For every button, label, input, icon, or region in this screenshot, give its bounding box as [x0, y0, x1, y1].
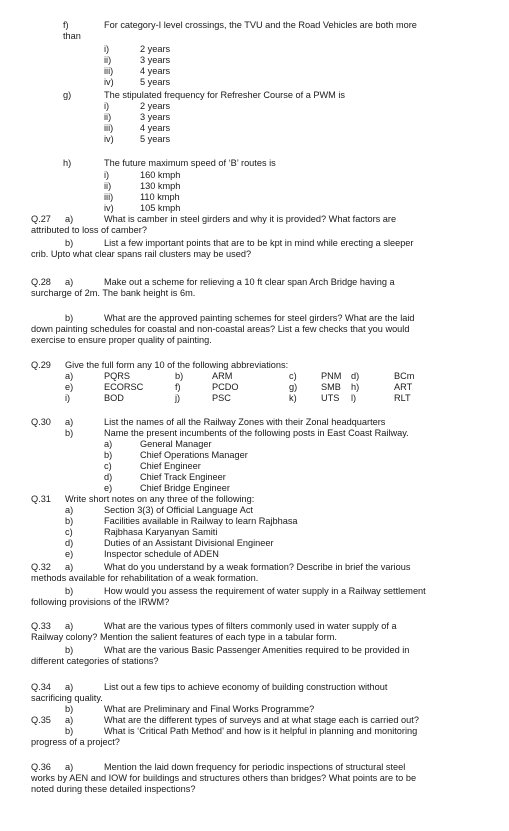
option-text: 5 years	[140, 134, 171, 144]
question-text: Railway colony? Mention the salient features of each type in a tabular form.	[31, 632, 337, 642]
abbr-marker: f)	[175, 382, 181, 392]
part-marker: a)	[65, 214, 74, 224]
item-f-marker: f)	[63, 20, 69, 30]
option-marker: iv)	[104, 134, 114, 144]
sub-text: Section 3(3) of Official Language Act	[104, 505, 253, 515]
abbr-term: BOD	[104, 393, 124, 403]
abbr-term: UTS	[321, 393, 340, 403]
abbr-marker: i)	[65, 393, 71, 403]
question-text: What is camber in steel girders and why it is provided? What factors are	[104, 214, 397, 224]
sub-marker: a)	[104, 439, 113, 449]
option-marker: iv)	[104, 77, 114, 87]
question-number: Q.27	[31, 214, 51, 224]
question-text: List out a few tips to achieve economy of building construction without	[104, 682, 388, 692]
abbr-marker: e)	[65, 382, 74, 392]
abbr-term: RLT	[394, 393, 411, 403]
abbr-marker: g)	[289, 382, 298, 392]
abbr-marker: j)	[175, 393, 181, 403]
abbr-term: ARM	[212, 371, 233, 381]
option-text: 4 years	[140, 66, 171, 76]
part-marker: a)	[65, 621, 74, 631]
question-text: What are the approved painting schemes for steel girders? What are the laid	[104, 313, 415, 323]
option-marker: iv)	[104, 203, 114, 213]
sub-marker: d)	[65, 538, 74, 548]
question-number: Q.36	[31, 762, 51, 772]
sub-marker: b)	[104, 450, 113, 460]
abbr-marker: h)	[351, 382, 360, 392]
item-g-text: The stipulated frequency for Refresher Course of a PWM is	[104, 90, 346, 100]
abbr-term: ECORSC	[104, 382, 144, 392]
option-marker: iii)	[104, 192, 114, 202]
item-f-continuation: than	[63, 31, 81, 41]
sub-text: Rajbhasa Karyanyan Samiti	[104, 527, 218, 537]
question-number: Q.35	[31, 715, 51, 725]
item-f-text: For category-I level crossings, the TVU and the Road Vehicles are both more	[104, 20, 417, 30]
question-text: noted during these detailed inspections?	[31, 784, 196, 794]
abbr-marker: d)	[351, 371, 360, 381]
question-text: different categories of stations?	[31, 656, 159, 666]
option-text: 2 years	[140, 101, 171, 111]
question-text: List a few important points that are to be kpt in mind while erecting a sleeper	[104, 238, 414, 248]
abbr-term: ART	[394, 382, 413, 392]
question-text: How would you assess the requirement of water supply in a Railway settlement	[104, 586, 426, 596]
option-text: 3 years	[140, 55, 171, 65]
part-marker: a)	[65, 277, 74, 287]
sub-marker: c)	[65, 527, 73, 537]
question-number: Q.29	[31, 360, 51, 370]
part-marker: b)	[65, 238, 74, 248]
question-number: Q.32	[31, 562, 51, 572]
option-text: 2 years	[140, 44, 171, 54]
option-marker: ii)	[104, 55, 112, 65]
abbr-term: PSC	[212, 393, 231, 403]
question-number: Q.31	[31, 494, 51, 504]
question-text: attributed to loss of camber?	[31, 225, 147, 235]
question-number: Q.34	[31, 682, 51, 692]
question-text: Make out a scheme for relieving a 10 ft clear span Arch Bridge having a	[104, 277, 395, 287]
sub-text: Chief Track Engineer	[140, 472, 226, 482]
abbr-marker: a)	[65, 371, 74, 381]
part-marker: a)	[65, 762, 74, 772]
question-text: List the names of all the Railway Zones with their Zonal headquarters	[104, 417, 386, 427]
sub-marker: d)	[104, 472, 113, 482]
option-text: 4 years	[140, 123, 171, 133]
part-marker: b)	[65, 586, 74, 596]
abbr-term: SMB	[321, 382, 341, 392]
sub-text: General Manager	[140, 439, 212, 449]
question-text: surcharge of 2m. The bank height is 6m.	[31, 288, 196, 298]
question-text: exercise to ensure proper quality of painting.	[31, 335, 212, 345]
part-marker: b)	[65, 726, 74, 736]
part-marker: b)	[65, 313, 74, 323]
abbr-marker: l)	[351, 393, 357, 403]
abbr-marker: k)	[289, 393, 297, 403]
item-h-marker: h)	[63, 158, 72, 168]
sub-text: Inspector schedule of ADEN	[104, 549, 219, 559]
option-marker: iii)	[104, 123, 114, 133]
question-text: Name the present incumbents of the following posts in East Coast Railway.	[104, 428, 409, 438]
part-marker: b)	[65, 428, 74, 438]
option-marker: i)	[104, 44, 110, 54]
option-text: 3 years	[140, 112, 171, 122]
question-text: What are the different types of surveys and at what stage each is carried out?	[104, 715, 419, 725]
question-text: What are Preliminary and Final Works Programme?	[104, 704, 315, 714]
question-text: methods available for rehabilitation of a weak formation.	[31, 573, 259, 583]
sub-text: Facilities available in Railway to learn Rajbhasa	[104, 516, 298, 526]
question-text: works by AEN and IOW for buildings and structures others than bridges? What points are to be	[31, 773, 417, 783]
question-text: What do you understand by a weak formation? Describe in brief the various	[104, 562, 411, 572]
sub-text: Chief Operations Manager	[140, 450, 248, 460]
question-text: What are the various types of filters commonly used in water supply of a	[104, 621, 397, 631]
question-text: following provisions of the IRWM?	[31, 597, 170, 607]
item-h-text: The future maximum speed of ‘B’ routes is	[104, 158, 276, 168]
sub-marker: b)	[65, 516, 74, 526]
sub-text: Duties of an Assistant Divisional Engineer	[104, 538, 274, 548]
question-number: Q.28	[31, 277, 51, 287]
question-number: Q.33	[31, 621, 51, 631]
sub-marker: a)	[65, 505, 74, 515]
part-marker: a)	[65, 562, 74, 572]
question-text: progress of a project?	[31, 737, 120, 747]
option-marker: ii)	[104, 112, 112, 122]
option-text: 130 kmph	[140, 181, 181, 191]
abbr-term: PCDO	[212, 382, 239, 392]
option-marker: ii)	[104, 181, 112, 191]
question-text: Give the full form any 10 of the following abbreviations:	[65, 360, 289, 370]
part-marker: a)	[65, 715, 74, 725]
abbr-marker: b)	[175, 371, 184, 381]
option-text: 105 kmph	[140, 203, 181, 213]
abbr-term: PQRS	[104, 371, 131, 381]
sub-marker: e)	[104, 483, 113, 493]
option-marker: i)	[104, 170, 110, 180]
question-text: What is ‘Critical Path Method’ and how is it helpful in planning and monitoring	[104, 726, 418, 736]
abbr-marker: c)	[289, 371, 297, 381]
question-text: Mention the laid down frequency for periodic inspections of structural steel	[104, 762, 406, 772]
part-marker: b)	[65, 645, 74, 655]
option-text: 5 years	[140, 77, 171, 87]
question-text: down painting schedules for coastal and non-coastal areas? List a few checks that you would	[31, 324, 410, 334]
part-marker: b)	[65, 704, 74, 714]
sub-text: Chief Bridge Engineer	[140, 483, 230, 493]
question-text: Write short notes on any three of the following:	[65, 494, 255, 504]
part-marker: a)	[65, 417, 74, 427]
question-number: Q.30	[31, 417, 51, 427]
question-text: What are the various Basic Passenger Amenities required to be provided in	[104, 645, 410, 655]
option-text: 160 kmph	[140, 170, 181, 180]
question-text: crib. Upto what clear spans rail clusters may be used?	[31, 249, 252, 259]
sub-marker: c)	[104, 461, 112, 471]
option-text: 110 kmph	[140, 192, 180, 202]
item-g-marker: g)	[63, 90, 72, 100]
question-text: sacrificing quality.	[31, 693, 103, 703]
part-marker: a)	[65, 682, 74, 692]
sub-marker: e)	[65, 549, 74, 559]
abbr-term: BCm	[394, 371, 415, 381]
sub-text: Chief Engineer	[140, 461, 201, 471]
option-marker: i)	[104, 101, 110, 111]
abbr-term: PNM	[321, 371, 342, 381]
option-marker: iii)	[104, 66, 114, 76]
